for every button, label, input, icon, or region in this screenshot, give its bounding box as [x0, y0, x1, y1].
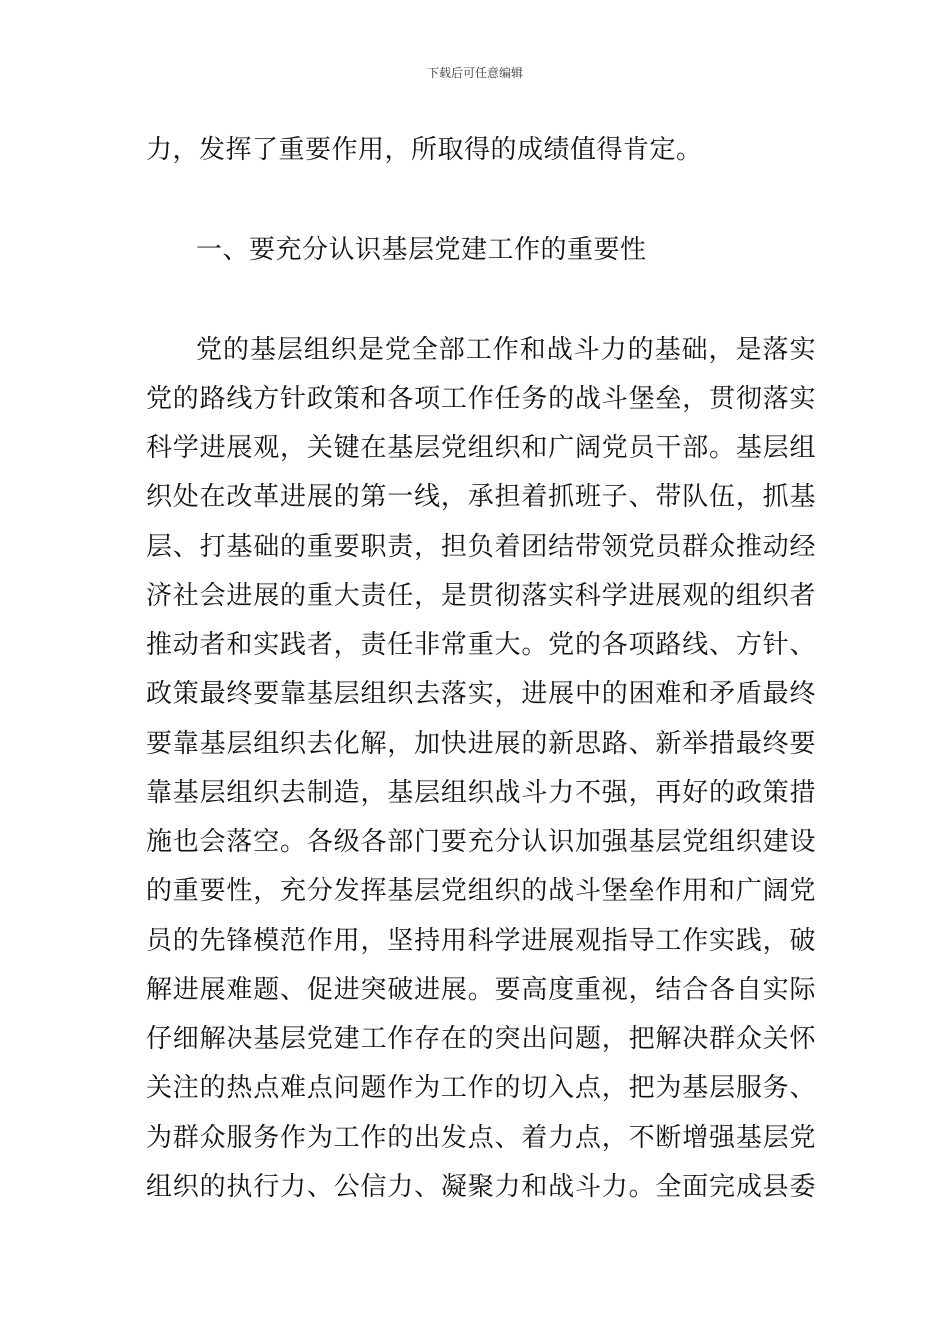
paragraph-line: 靠基层组织去制造，基层组织战斗力不强，再好的政策措 — [146, 778, 816, 808]
paragraph-line: 关注的热点难点问题作为工作的切入点，把为基层服务、 — [146, 1073, 816, 1103]
paragraph-line: 施也会落空。各级各部门要充分认识加强基层党组织建设 — [146, 827, 816, 857]
paragraph-line: 科学进展观，关键在基层党组织和广阔党员干部。基层组 — [146, 433, 816, 463]
section-heading: 一、要充分认识基层党建工作的重要性 — [196, 235, 647, 265]
paragraph-line: 为群众服务作为工作的出发点、着力点，不断增强基层党 — [146, 1123, 816, 1153]
paragraph-line: 推动者和实践者，责任非常重大。党的各项路线、方针、 — [146, 630, 816, 660]
paragraph-line: 要靠基层组织去化解，加快进展的新思路、新举措最终要 — [146, 729, 816, 759]
page-header-note: 下载后可任意编辑 — [426, 66, 523, 80]
paragraph-line: 组织的执行力、公信力、凝聚力和战斗力。全面完成县委 — [146, 1172, 816, 1202]
paragraph-line: 党的基层组织是党全部工作和战斗力的基础，是落实 — [196, 335, 816, 365]
paragraph-line: 政策最终要靠基层组织去落实，进展中的困难和矛盾最终 — [146, 679, 816, 709]
paragraph-line: 济社会进展的重大责任，是贯彻落实科学进展观的组织者 — [146, 581, 816, 611]
paragraph-line: 仔细解决基层党建工作存在的突出问题，把解决群众关怀 — [146, 1024, 816, 1054]
paragraph-line: 织处在改革进展的第一线，承担着抓班子、带队伍，抓基 — [146, 482, 816, 512]
paragraph-line: 的重要性，充分发挥基层党组织的战斗堡垒作用和广阔党 — [146, 876, 816, 906]
paragraph-line: 党的路线方针政策和各项工作任务的战斗堡垒，贯彻落实 — [146, 384, 816, 414]
paragraph-line: 层、打基础的重要职责，担负着团结带领党员群众推动经 — [146, 532, 816, 562]
paragraph-line: 解进展难题、促进突破进展。要高度重视，结合各自实际 — [146, 975, 816, 1005]
paragraph-line: 员的先锋模范作用，坚持用科学进展观指导工作实践，破 — [146, 926, 816, 956]
opening-line: 力，发挥了重要作用，所取得的成绩值得肯定。 — [146, 135, 703, 165]
